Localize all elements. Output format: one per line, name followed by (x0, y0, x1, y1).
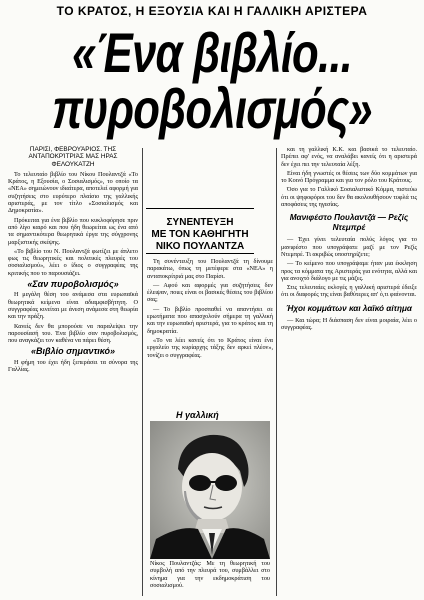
article-paragraph: Όσο για το Γαλλικό Σοσιαλιστικό Κόμμα, πιστεύω ότι οι ψηφοφόροι του δεν θα ακολουθήσουν τυφλά τις αποφάσεις της ηγεσίας. (281, 186, 417, 209)
article-paragraph: — Έχει γίνει τελευταία πολύς λόγος για το μανιφέστο που υπογράψατε μαζί με τον Ρεζίς Ντεμπρέ. Τι ακριβώς υποστηρίζετε; (281, 236, 417, 258)
column-rule (142, 148, 143, 596)
subheading: Ήχοι κομμάτων και λαϊκό αίτημα (285, 303, 413, 313)
right-column (281, 146, 417, 598)
column-rule (276, 148, 277, 596)
article-paragraph: «Το να λέει κανείς ότι το Κράτος είναι ένα εργαλείο της κυρίαρχης τάξης δεν αρκεί πλέον», τονίζει ο συγγραφέας. (147, 336, 273, 359)
section-heading: Η γαλλική (176, 410, 219, 420)
article-paragraph: Είναι ήδη γνωστές οι θέσεις των δύο κομμάτων για το Κοινό Πρόγραμμα και για τον ρόλο του Κράτους. (281, 169, 417, 185)
center-column (147, 258, 273, 408)
subheading: «Βιβλίο σημαντικό» (30, 346, 115, 357)
article-paragraph: — Αφού και αφορμές για συζητήσεις δεν έλειψαν, ποιες είναι οι βασικές θέσεις του βιβλίου σας; (147, 281, 273, 304)
article-paragraph: — Το κείμενο που υπογράψαμε ήταν μια έκκληση προς τα κόμματα της Αριστεράς για ενότητα, αλλά και για ανοιχτό διάλογο με τις μάζες. (281, 260, 417, 282)
article-paragraph: Στις τελευταίες εκλογές η γαλλική αριστερά έδειξε ότι οι διαφορές της είναι βαθύτερες απ' ό,τι φαίνονται. (281, 284, 417, 299)
interview-line: ΝΙΚΟ ΠΟΥΛΑΝΤΖΑ (155, 241, 245, 252)
article-paragraph: Κανείς δεν θα μπορούσε να παραλείψει την παρουσίασή του. Ένα βιβλίο σαν πυροβολισμός, που αναγκάζει τον καθένα να πάρει θέση. (8, 322, 138, 345)
subheading: «Σαν πυροβολισμός» (27, 279, 119, 290)
interview-line: ΣΥΝΕΝΤΕΥΞΗ (166, 217, 234, 228)
interview-line: ΜΕ ΤΟΝ ΚΑΘΗΓΗΤΗ (151, 229, 249, 240)
article-paragraph: Η φήμη του έχει ήδη ξεπεράσει τα σύνορα της Γαλλίας. (8, 358, 138, 374)
portrait-image (150, 421, 270, 559)
photo-caption: Νίκος Πουλαντζάς: Με τη θεωρητική του συμβολή από την πλευρά του, συμβάλλει στο κίνημα για την εκδημοκράτιση του σοσιαλισμού. (150, 560, 270, 589)
article-paragraph: και τη γαλλική Κ.Κ. και βασικά το τελευταίο. Πρέπει αφ' ενός, να αναλάβει κανείς ότι η αριστερά δεν έχει πει την τελευταία λέξη. (281, 146, 417, 168)
article-paragraph: Τη συνέντευξη του Πουλαντζά τη δίνουμε παρακάτω, όπως τη μετέφερε στα «ΝΕΑ» η ανταποκρίτριά μας στο Παρίσι. (147, 258, 273, 280)
article-paragraph: Πρόκειται για ένα βιβλίο που κυκλοφόρησε πριν από λίγο καιρό και που ήδη θεωρείται ως ένα από τα σημαντικότερα θεωρητικά έργα της σύγχρονης μαρξιστικής σκέψης. (8, 216, 138, 246)
left-column (8, 146, 138, 598)
portrait-photo (150, 421, 270, 559)
article-paragraph: — Το βιβλίο προσπαθεί να απαντήσει σε ερωτήματα που απασχολούν σήμερα τη γαλλική και την ευρωπαϊκή αριστερά, για το κράτος και τη δημοκρατία. (147, 305, 273, 335)
article-paragraph: Το τελευταίο βιβλίο του Νίκου Πουλαντζά «Το Κράτος, η Εξουσία, ο Σοσιαλισμός», το οποίο τα «ΝΕΑ» σημειώνουν ιδιαίτερα, αποτελεί αφορμή για συζητήσεις στο ευρύτερο πλαίσιο της γαλλικής αριστεράς, με τον τίτλο «Σοσιαλισμός και Δημοκρατία». (8, 170, 138, 215)
article-paragraph: — Και τώρα; Η διάσπαση δεν είναι μοιραία, λέει ο συγγραφέας. (281, 316, 417, 332)
kicker-headline: ΤΟ ΚΡΑΤΟΣ, Η ΕΞΟΥΣΙΑ ΚΑΙ Η ΓΑΛΛΙΚΗ ΑΡΙΣΤΕΡΑ (56, 4, 368, 18)
headline-line-1: «Ένα βιβλίο... (71, 21, 353, 84)
headline-line-2: πυροβολισμός» (52, 77, 372, 140)
interview-box (146, 208, 254, 254)
byline: ΠΑΡΙΣΙ, ΦΕΒΡΟΥΆΡΙΟΣ. ΤΗΣ ΑΝΤΑΠΟΚΡΊΤΡΙΆΣ ΜΑΣ ΗΡΑΣ ΦΕΛΟΥΚΑΤΖΗ (28, 146, 118, 168)
article-paragraph: Η μεγάλη θέση του ανάμεσα στα ευρωπαϊκά θεωρητικά κείμενα είναι αδιαμφισβήτητη. Ο συγγραφέας κινείται με άνεση ανάμεσα στη θεωρία και την πράξη. (8, 291, 138, 321)
article-paragraph: «Το βιβλίο του Ν. Πουλαντζά φωτίζει με άπλετο φως τις θεωρητικές και πολιτικές πλευρές του σοσιαλισμού», λέει ο ίδιος ο συγγραφέας της κριτικής που το παρουσιάζει. (8, 247, 138, 277)
subheading: Μανιφέστο Πουλαντζά — Ρεζίς Ντεμπρέ (289, 213, 409, 233)
